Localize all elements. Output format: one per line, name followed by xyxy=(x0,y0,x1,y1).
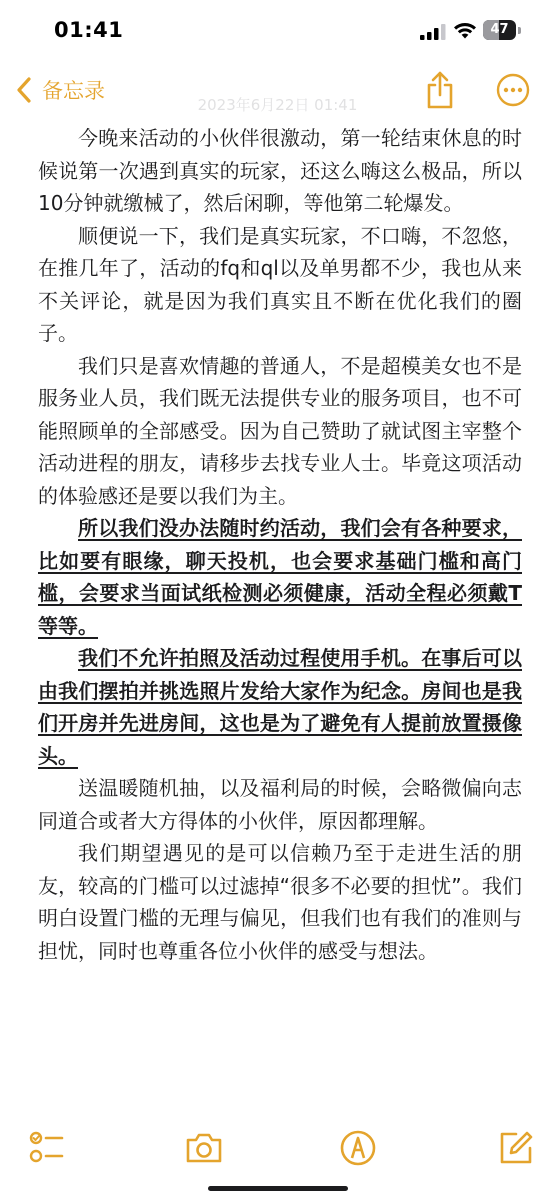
note-date: 2023年6月22日 01:41 xyxy=(197,96,358,114)
status-time: 01:41 xyxy=(54,18,124,42)
battery-level: 47 xyxy=(490,22,509,37)
home-indicator xyxy=(208,1186,348,1191)
note-paragraph-emphasized: 所以我们没办法随时约活动，我们会有各种要求，比如要有眼缘，聊天投机，也会要求基础门槛和高门槛，会要求当面试纸检测必须健康，活动全程必须戴T等等。 xyxy=(38,516,522,638)
battery-tip xyxy=(518,27,521,34)
back-label: 备忘录 xyxy=(42,79,105,103)
markup-pen-icon[interactable] xyxy=(338,1128,378,1168)
note-paragraph: 顺便说一下，我们是真实玩家，不口嗨，不忽悠，在推几年了，活动的fq和ql以及单男都不少，我也从来不关评论，就是因为我们真实且不断在优化我们的圈子。 xyxy=(38,223,522,345)
camera-icon[interactable] xyxy=(184,1128,224,1168)
note-paragraph-emphasized: 我们不允许拍照及活动过程使用手机。在事后可以由我们摆拍并挑选照片发给大家作为纪念。房间也是我们开房并先进房间，这也是为了避免有人提前放置摄像头。 xyxy=(38,646,522,768)
note-paragraph: 今晚来活动的小伙伴很激动，第一轮结束休息的时候说第一次遇到真实的玩家，还这么嗨这么极品，所以10分钟就缴械了，然后闲聊，等他第二轮爆发。 xyxy=(38,126,522,215)
checklist-icon[interactable] xyxy=(28,1128,68,1168)
note-paragraph: 我们只是喜欢情趣的普通人，不是超模美女也不是服务业人员，我们既无法提供专业的服务项目，也不可能照顾单的全部感受。因为自己赞助了就试图主宰整个活动进程的朋友，请移步去找专业人士。毕竟这项活动的体验感还是要以我们为主。 xyxy=(38,353,522,508)
status-bar xyxy=(0,0,555,62)
note-paragraph: 送温暖随机抽，以及福利局的时候，会略微偏向志同道合或者大方得体的小伙伴，原因都理解。 xyxy=(38,776,522,833)
note-body[interactable] xyxy=(38,122,522,967)
bottom-toolbar xyxy=(0,1120,555,1180)
cellular-signal-icon xyxy=(420,24,446,40)
battery-icon xyxy=(483,20,521,40)
note-paragraph: 我们期望遇见的是可以信赖乃至于走进生活的朋友，较高的门槛可以过滤掉“很多不必要的担忧”。我们明白设置门槛的无理与偏见，但我们也有我们的准则与担忧，同时也尊重各位小伙伴的感受与想法。 xyxy=(38,841,522,963)
compose-icon[interactable] xyxy=(496,1128,536,1168)
wifi-icon xyxy=(453,21,477,39)
